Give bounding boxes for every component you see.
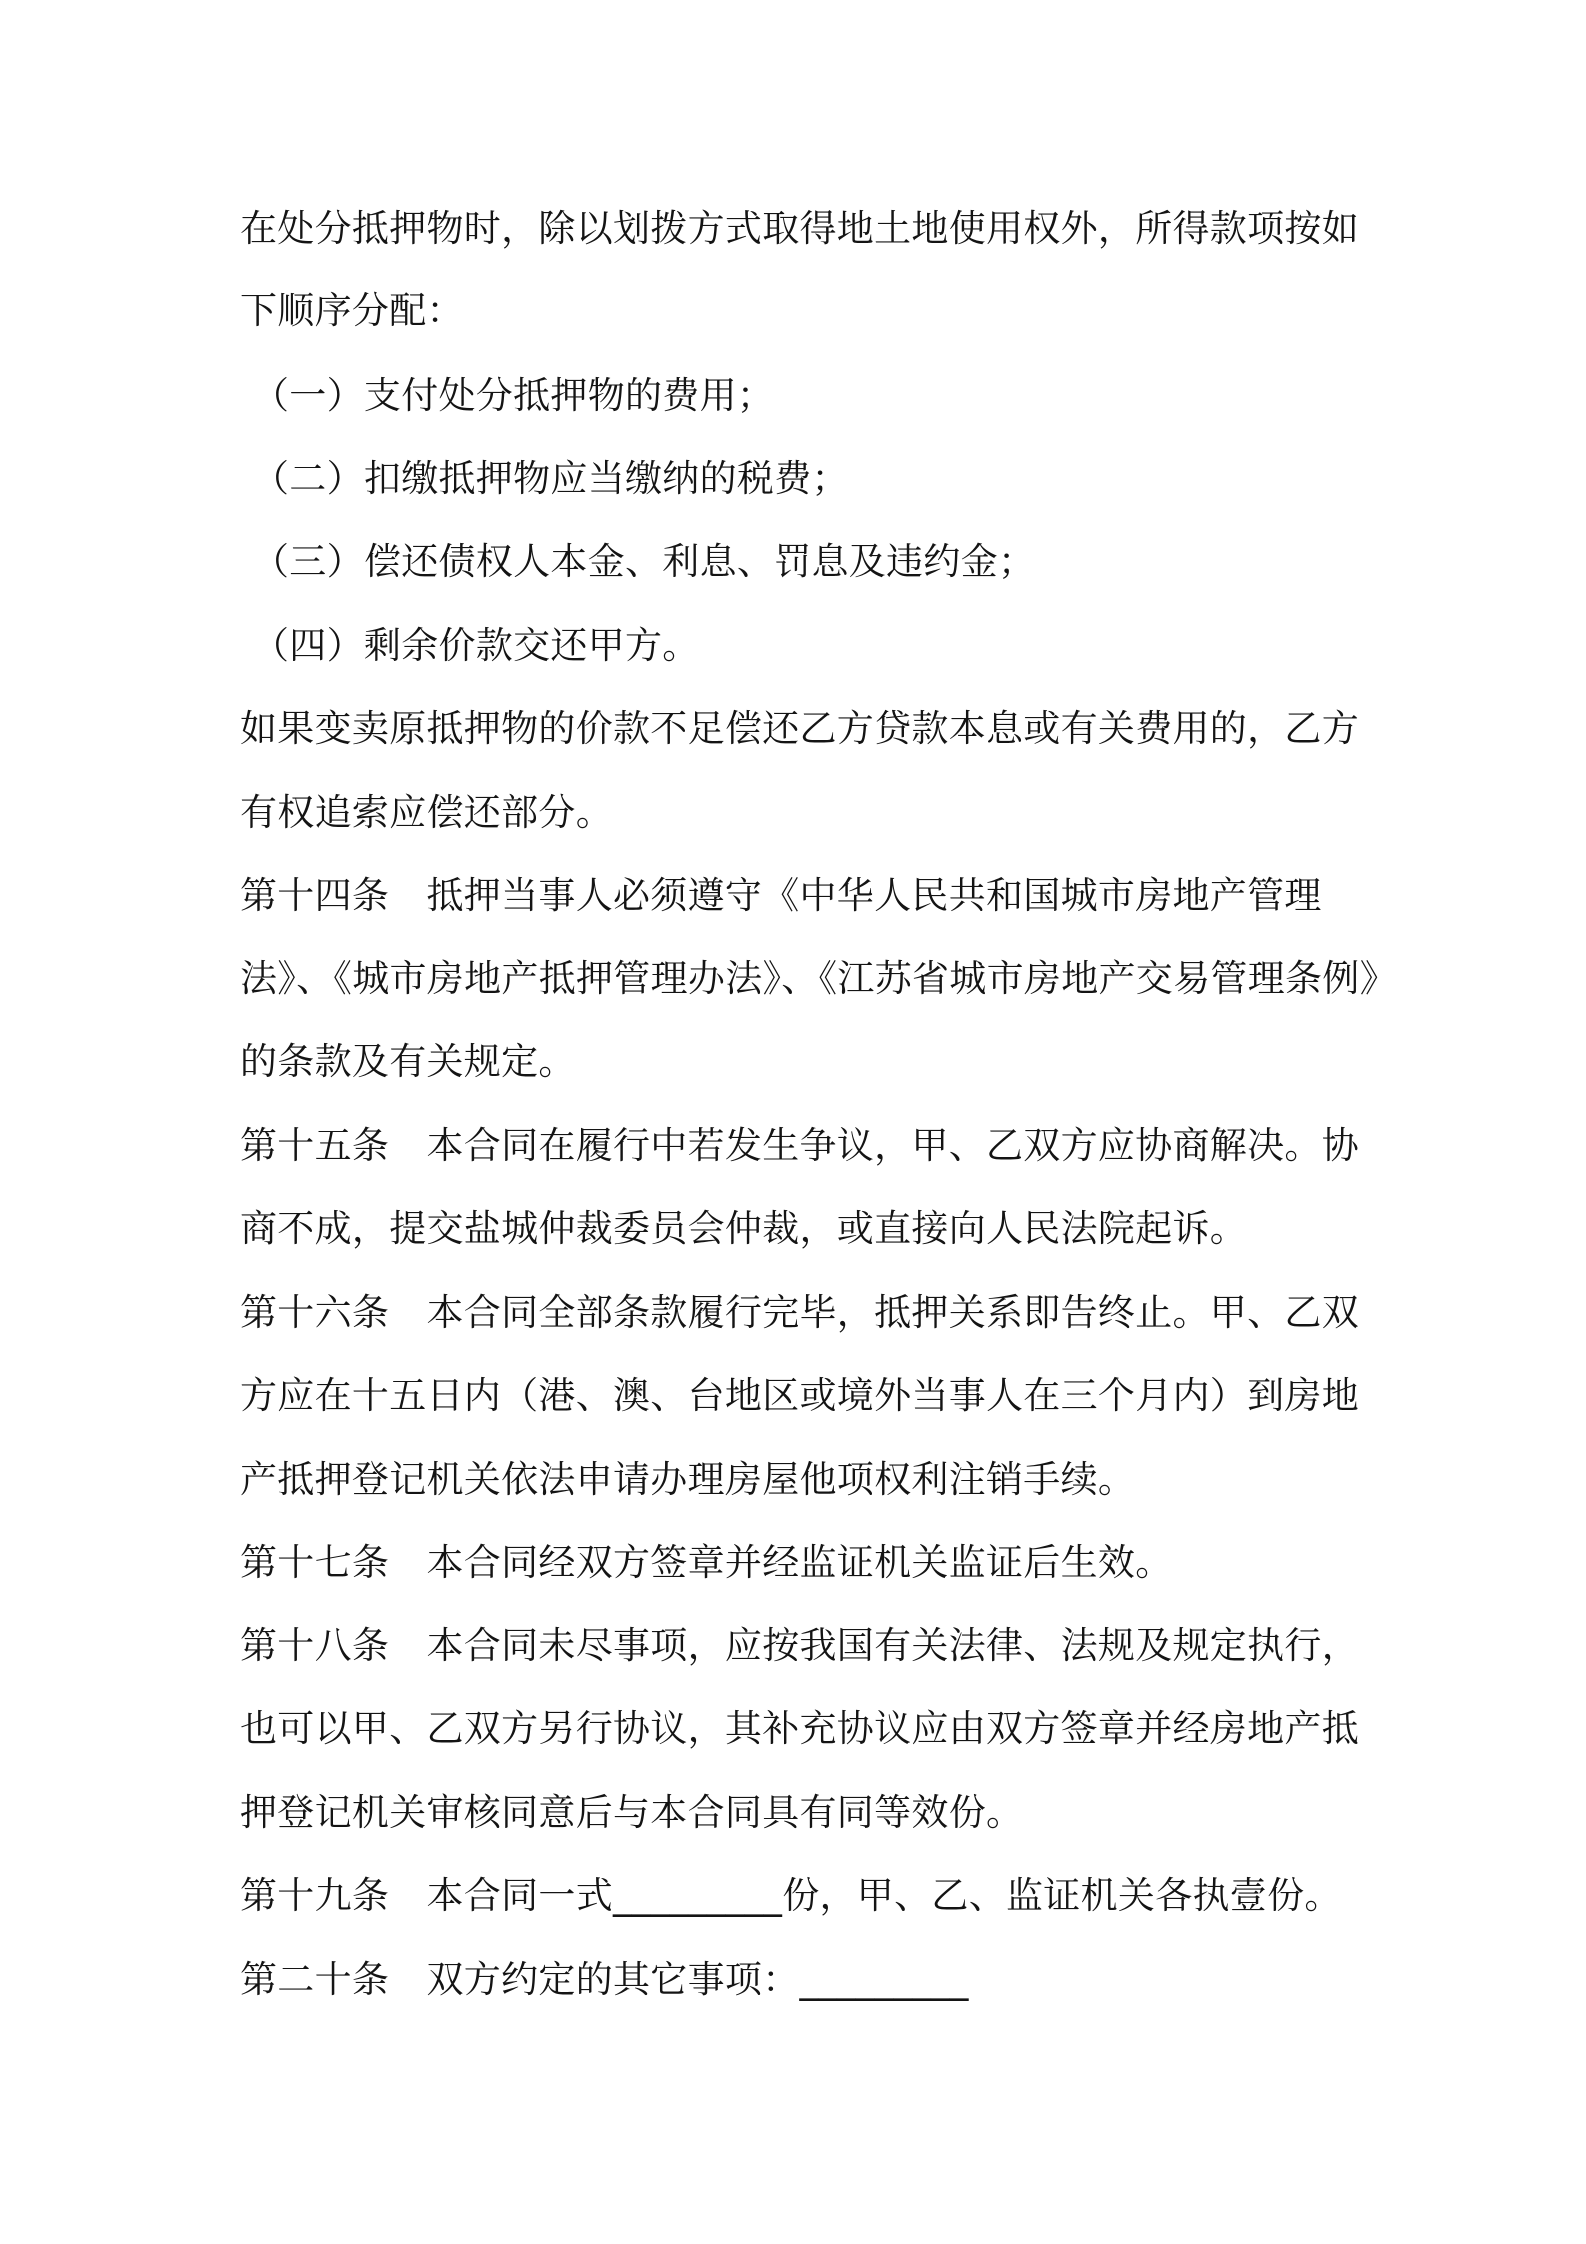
- article-15-line: 第十五条 本合同在履行中若发生争议，甲、乙双方应协商解决。协: [240, 1124, 1359, 1167]
- article-19-line: 第十九条 本合同一式_________份，甲、乙、监证机关各执壹份。: [240, 1874, 1342, 1917]
- text-line: 在处分抵押物时，除以划拨方式取得地土地使用权外，所得款项按如: [240, 207, 1359, 250]
- text-line: 有权追索应偿还部分。: [240, 791, 613, 834]
- text-line: 商不成，提交盐城仲裁委员会仲裁，或直接向人民法院起诉。: [240, 1207, 1248, 1250]
- text-line: 法》、《城市房地产抵押管理办法》、《江苏省城市房地产交易管理条例》: [240, 957, 1397, 1000]
- article-20-line: 第二十条 双方约定的其它事项：_________: [240, 1958, 969, 2001]
- list-item: （一）支付处分抵押物的费用；: [252, 374, 775, 417]
- text-line: 产抵押登记机关依法申请办理房屋他项权利注销手续。: [240, 1458, 1136, 1501]
- text-line: 押登记机关审核同意后与本合同具有同等效份。: [240, 1791, 1024, 1834]
- list-item: （二）扣缴抵押物应当缴纳的税费；: [252, 457, 849, 500]
- article-18-line: 第十八条 本合同未尽事项，应按我国有关法律、法规及规定执行，: [240, 1624, 1359, 1667]
- list-item: （四）剩余价款交还甲方。: [252, 624, 700, 667]
- text-line: 也可以甲、乙双方另行协议，其补充协议应由双方签章并经房地产抵: [240, 1707, 1359, 1750]
- text-line: 方应在十五日内（港、澳、台地区或境外当事人在三个月内）到房地: [240, 1374, 1359, 1417]
- article-17-line: 第十七条 本合同经双方签章并经监证机关监证后生效。: [240, 1541, 1173, 1584]
- text-line: 下顺序分配：: [240, 289, 464, 332]
- text-line: 如果变卖原抵押物的价款不足偿还乙方贷款本息或有关费用的，乙方: [240, 707, 1359, 750]
- article-14-line: 第十四条 抵押当事人必须遵守《中华人民共和国城市房地产管理: [240, 874, 1322, 917]
- article-16-line: 第十六条 本合同全部条款履行完毕，抵押关系即告终止。甲、乙双: [240, 1291, 1359, 1334]
- text-line: 的条款及有关规定。: [240, 1040, 576, 1083]
- list-item: （三）偿还债权人本金、利息、罚息及违约金；: [252, 540, 1036, 583]
